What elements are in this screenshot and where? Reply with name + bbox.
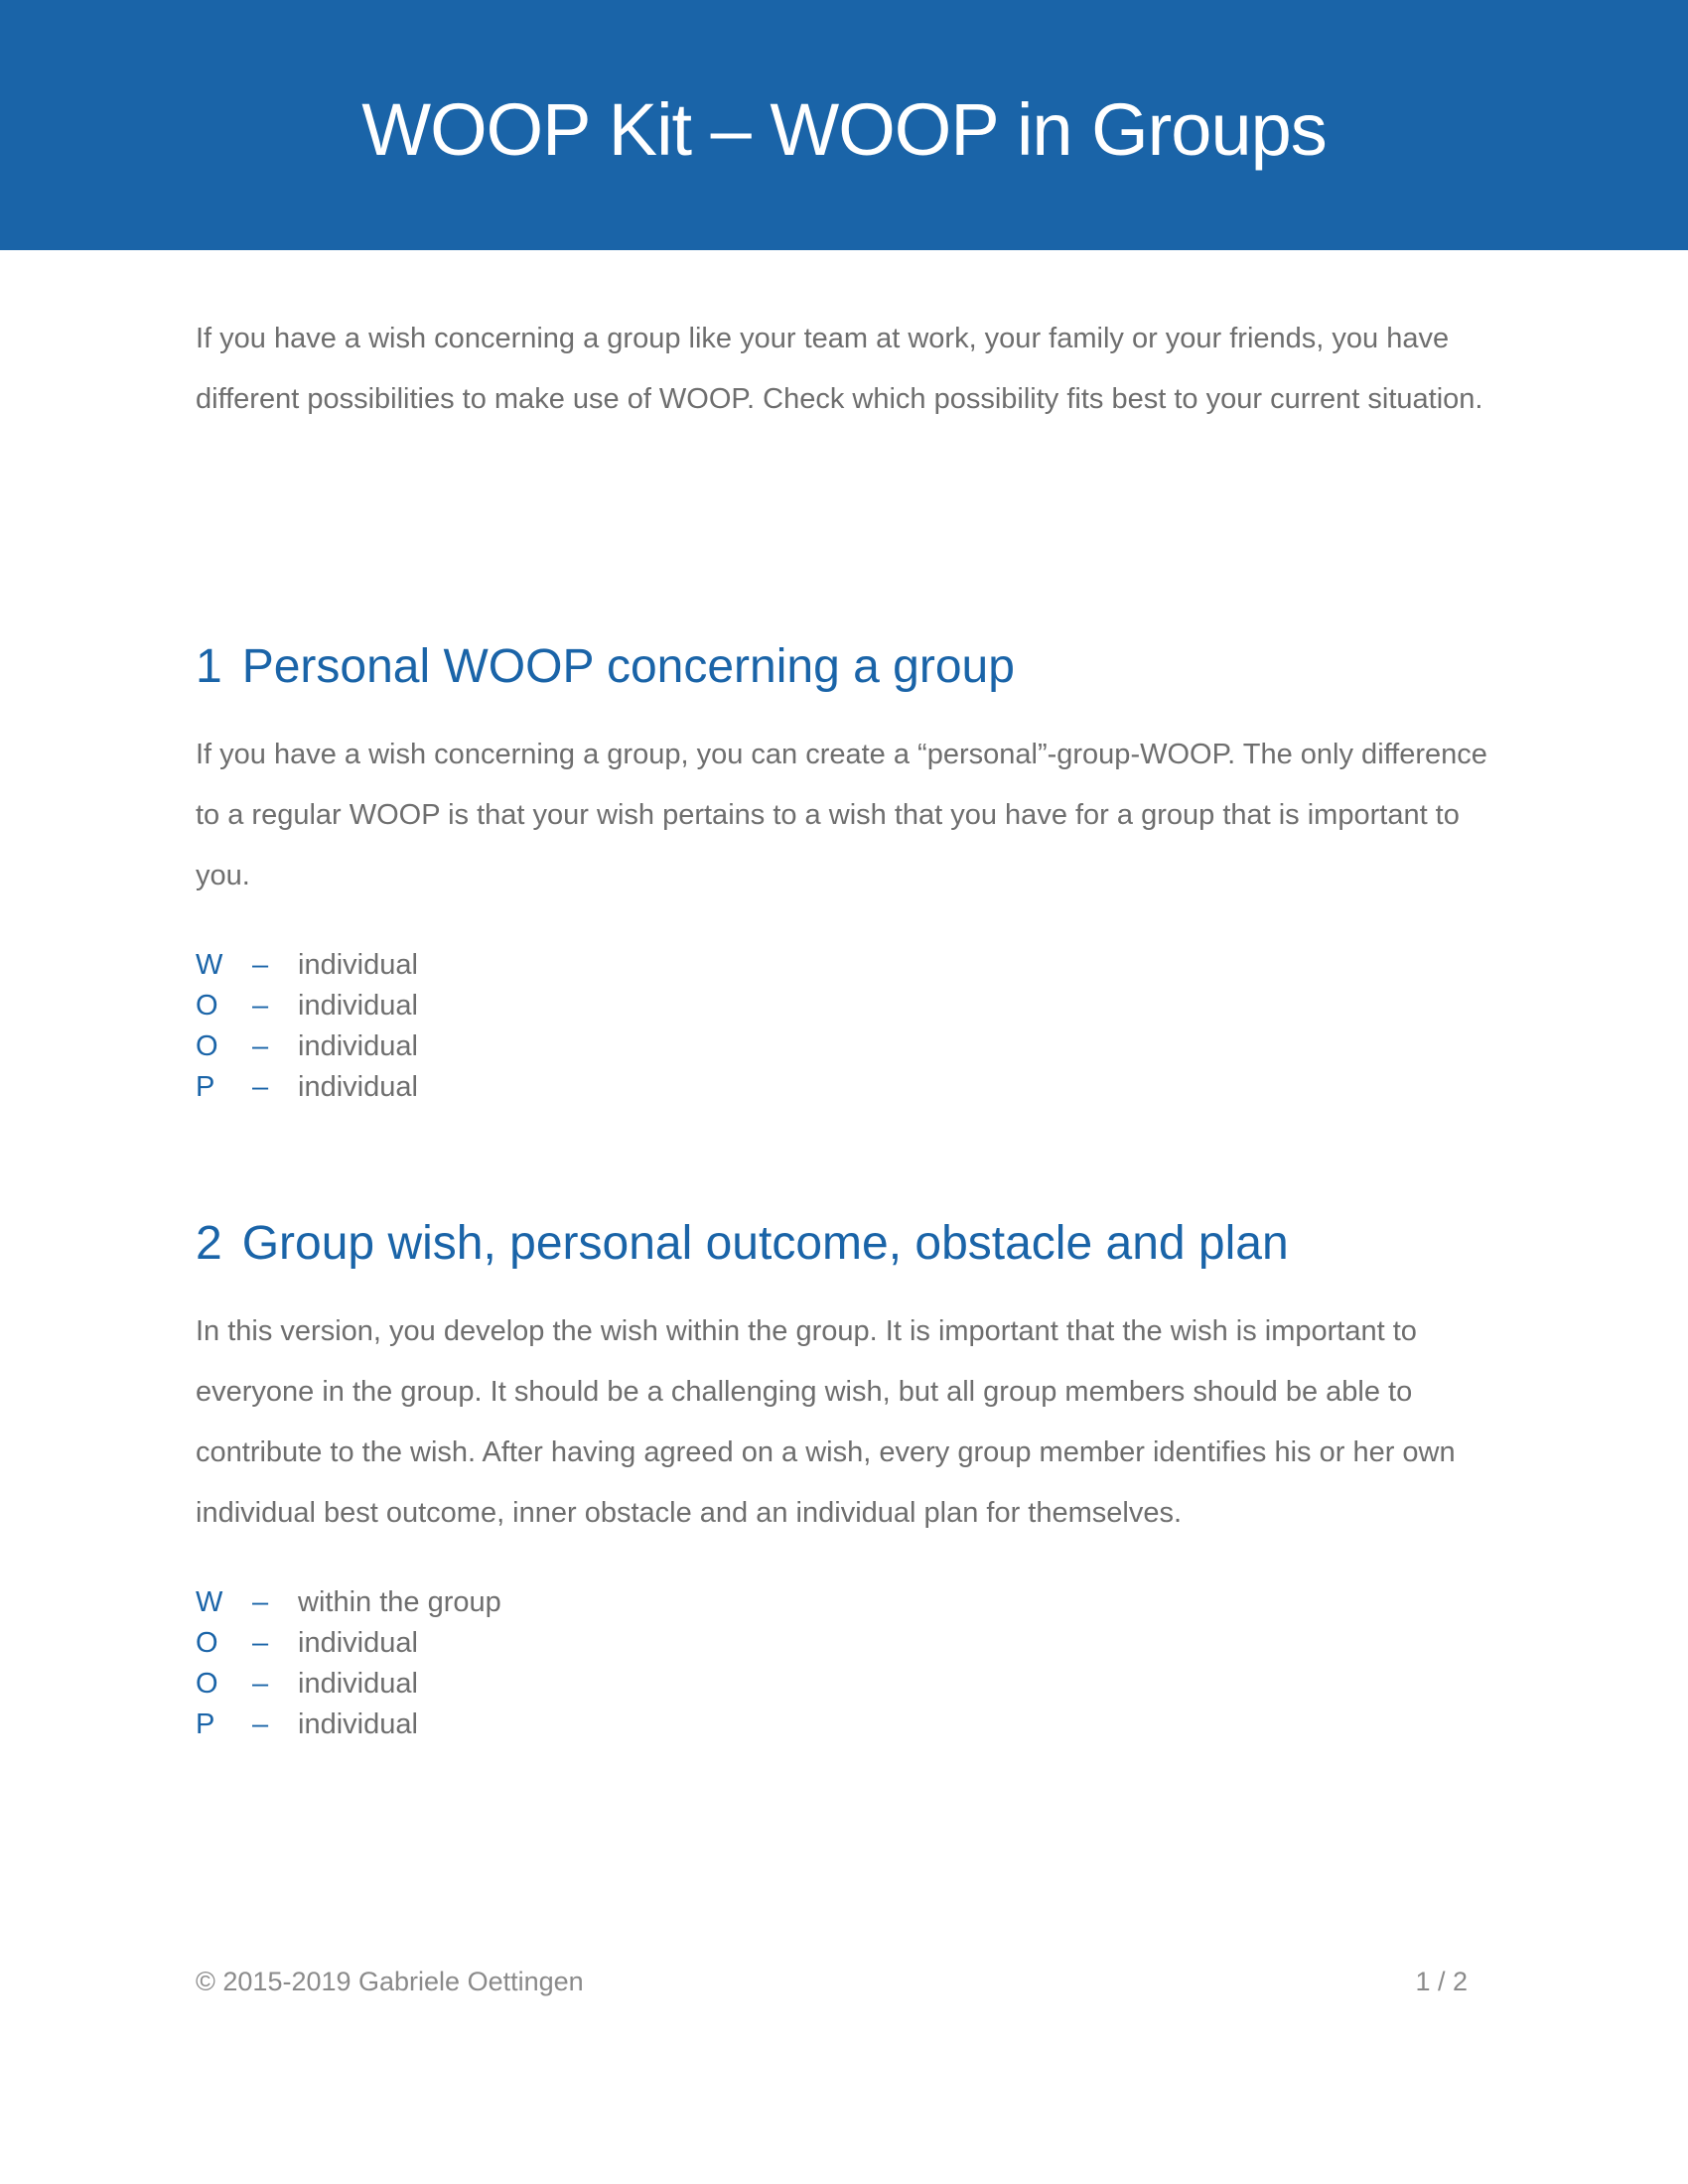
woop-dash: –: [252, 1627, 269, 1659]
woop-letter: P: [196, 1071, 215, 1103]
woop-letter: W: [196, 949, 223, 981]
woop-letter: O: [196, 1627, 218, 1659]
intro-section: [196, 309, 1506, 430]
section-2-body: [196, 1301, 1506, 1544]
woop-item-obstacle: [196, 1026, 418, 1067]
woop-item-outcome: [196, 1623, 501, 1664]
woop-item-wish: [196, 945, 418, 986]
woop-item-outcome: [196, 986, 418, 1026]
woop-item-wish: [196, 1582, 501, 1623]
woop-description: individual: [298, 1708, 418, 1740]
woop-letter: O: [196, 1030, 218, 1062]
woop-letter: P: [196, 1708, 215, 1740]
footer-copyright: © 2015-2019 Gabriele Oettingen: [196, 1967, 584, 1996]
section-1-title: Personal WOOP concerning a group: [241, 640, 1015, 693]
section-1-number: 1: [196, 640, 222, 693]
section-2-heading: [196, 1214, 1289, 1274]
woop-description: individual: [298, 1668, 418, 1700]
page-title: WOOP Kit – WOOP in Groups: [361, 88, 1327, 171]
section-2-woop-list: [196, 1582, 501, 1745]
woop-letter: O: [196, 990, 218, 1022]
section-1-woop-list: [196, 945, 418, 1108]
woop-description: individual: [298, 1627, 418, 1659]
section-1-body: [196, 725, 1506, 906]
section-1-heading: [196, 637, 1015, 697]
section-2-paragraph: In this version, you develop the wish within the group. It is important that the wish is important to everyone in the group. It should be a challenging wish, but all group members should be able to contribute to the wish. After having agreed on a wish, every group member identifies his or her own individual best outcome, inner obstacle and an individual plan for themselves.: [196, 1315, 1456, 1529]
woop-dash: –: [252, 1708, 269, 1740]
woop-description: individual: [298, 1030, 418, 1062]
woop-description: individual: [298, 949, 418, 981]
woop-dash: –: [252, 1586, 269, 1618]
woop-description: individual: [298, 990, 418, 1022]
woop-letter: O: [196, 1668, 218, 1700]
section-1-paragraph: If you have a wish concerning a group, you can create a “personal”-group-WOOP. The only difference to a regular WOOP is that your wish pertains to a wish that you have for a group that is important to you.: [196, 739, 1487, 891]
woop-item-plan: [196, 1067, 418, 1108]
woop-dash: –: [252, 1668, 269, 1700]
woop-item-obstacle: [196, 1664, 501, 1705]
woop-letter: W: [196, 1586, 223, 1618]
title-banner: [0, 0, 1688, 250]
woop-description: individual: [298, 1071, 418, 1103]
woop-dash: –: [252, 1030, 269, 1062]
section-2-number: 2: [196, 1217, 222, 1270]
woop-description: within the group: [298, 1586, 501, 1618]
intro-paragraph: If you have a wish concerning a group like your team at work, your family or your friends, you have different possibilities to make use of WOOP. Check which possibility fits best to your current situation.: [196, 323, 1483, 415]
woop-item-plan: [196, 1705, 501, 1745]
woop-dash: –: [252, 1071, 269, 1103]
woop-dash: –: [252, 990, 269, 1022]
footer-page-number: 1 / 2: [1415, 1967, 1468, 1996]
woop-dash: –: [252, 949, 269, 981]
section-2-title: Group wish, personal outcome, obstacle and plan: [241, 1217, 1289, 1270]
